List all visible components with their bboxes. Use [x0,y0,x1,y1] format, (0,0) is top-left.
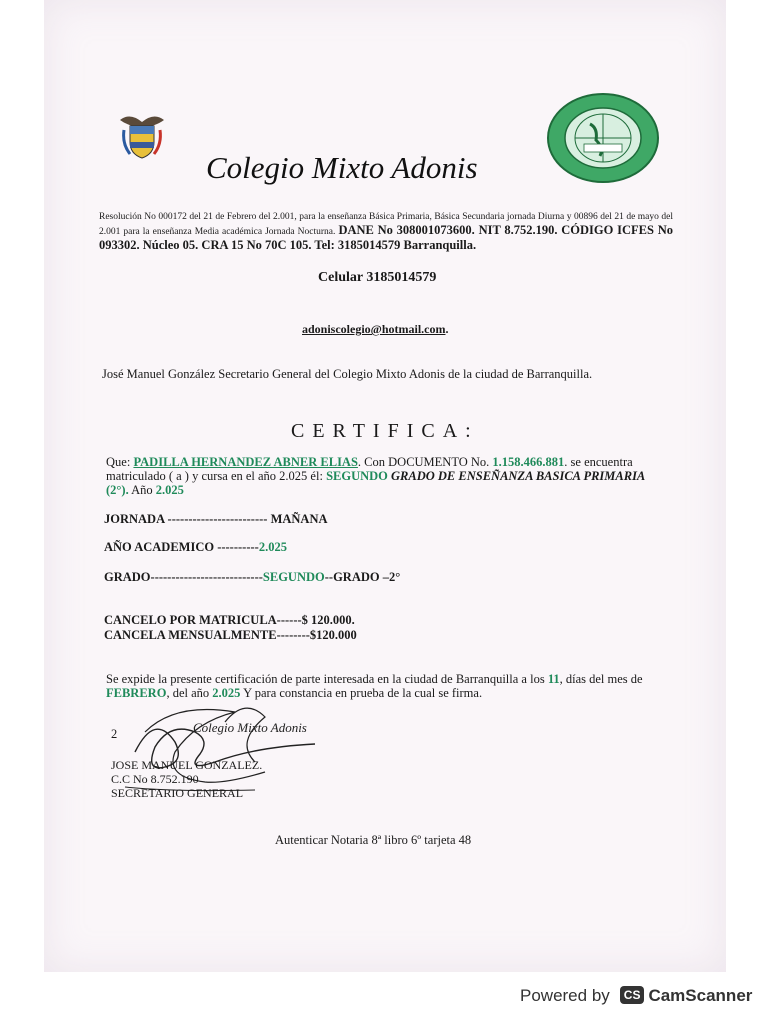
issuance-text-4: Y para constancia en prueba de la cual se firma. [243,686,483,700]
grade-label: GRADO--------------------------- [104,570,263,584]
powered-by-text: Powered by [520,986,610,1005]
signer-role: SECRETARIO GENERAL [111,786,244,800]
academic-year-label: AÑO ACADEMICO ---------- [104,540,259,554]
camscanner-footer [520,986,752,1006]
grade-suffix: --GRADO –2° [324,570,401,584]
academic-year-value: 2.025 [258,540,287,554]
signer-id: C.C No 8.752.190 [111,772,199,786]
email-link[interactable]: adoniscolegio@hotmail.com [302,322,446,336]
camscanner-logo-icon: CS [620,986,645,1004]
issuance-day: 11 [547,672,560,686]
phone-number: Celular 3185014579 [318,270,437,285]
issuance-month: FEBRERO [106,686,167,700]
document-text: . Con DOCUMENTO No. [357,455,490,469]
grade-level: GRADO DE ENSEÑANZA BASICA PRIMARIA [391,469,646,483]
monthly-fee-row: CANCELA MENSUALMENTE--------$120.000 [104,628,357,642]
matricula-row: CANCELO POR MATRICULA------$ 120.000. [104,613,355,627]
grade-row [104,570,400,585]
certification-body [106,455,666,497]
que-label: Que: [106,455,131,469]
issuance-text-1: Se expide la presente certificación de parte interesada en la ciudad de Barranquilla a los [106,672,545,686]
email-suffix: . [445,322,449,336]
notary-note: Autenticar Notaria 8ª libro 6º tarjeta 48 [275,833,472,847]
school-name-title: Colegio Mixto Adonis [206,150,478,185]
resolution-text [99,211,673,254]
year-value: 2.025 [155,483,184,497]
school-seal-icon [544,90,662,186]
coat-of-arms-icon [116,110,168,162]
email-line [302,322,449,337]
grade-word: SEGUNDO [326,469,388,483]
resolution-codes-text: DANE No 308001073600. NIT 8.752.190. CÓDIGO ICFES No 093302. Núcleo 05. CRA 15 No 70C 105. Tel: 3185014579 Barranquilla. [99,223,673,252]
year-label: Año [131,483,153,497]
academic-year-row [104,540,287,555]
grade-number: (2°). [106,483,129,497]
certifica-heading: CERTIFICA: [291,420,479,442]
resolution-small-text: Resolución No 000172 del 21 de Febrero del 2.001, para la enseñanza Básica Primaria, Básica Secundaria jornada Diurna y 00896 del 21 de mayo del 2.001 para la enseñanza Media académica Jornada Nocturna. [99,212,673,237]
camscanner-label: CamScanner [648,986,753,1005]
jornada-row: JORNADA ------------------------ MAÑANA [104,512,328,526]
signature-stamp: Colegio Mixto Adonis [193,720,307,735]
enrollment-text: . se encuentra matriculado ( a ) y cursa en el año 2.025 él: [106,455,633,483]
issuance-text-3: , del año [166,686,210,700]
grade-value: SEGUNDO [262,570,325,584]
issuance-year: 2.025 [212,686,241,700]
student-name: PADILLA HERNANDEZ ABNER ELIAS [133,455,358,469]
signer-name: JOSE MANUEL GONZALEZ. [111,758,263,772]
signature-number: 2 [111,727,118,741]
issuance-text-2: , días del mes de [559,672,643,686]
document-number: 1.158.466.881 [492,455,565,469]
intro-paragraph: José Manuel González Secretario General del Colegio Mixto Adonis de la ciudad de Barranquilla. [102,367,593,381]
